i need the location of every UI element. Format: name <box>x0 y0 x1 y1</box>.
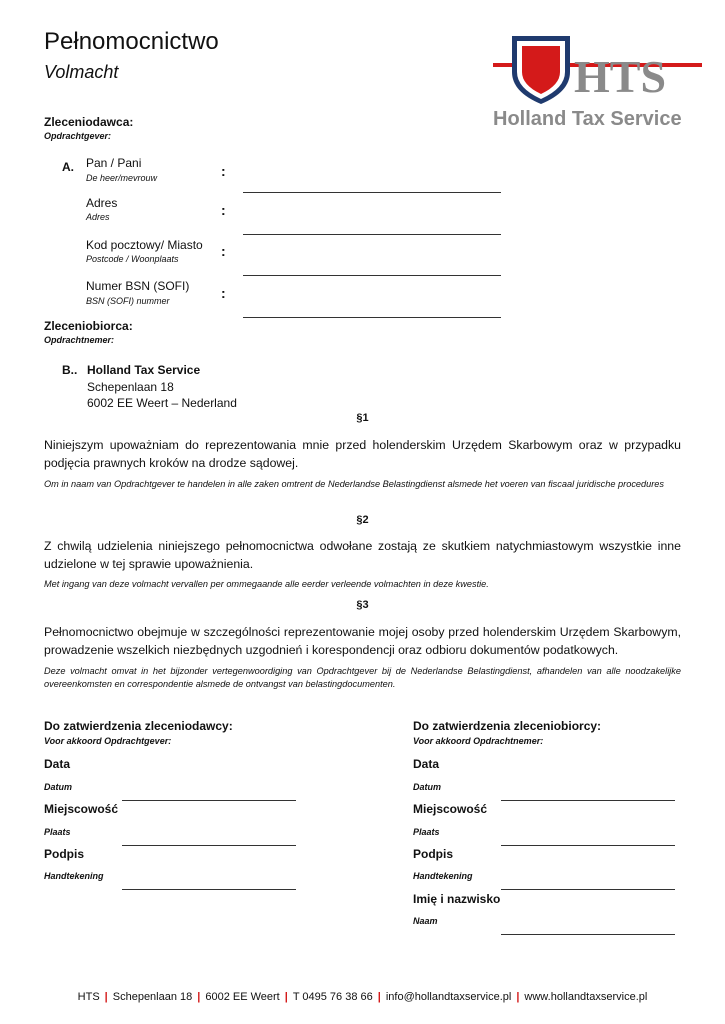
logo-letters: HTS <box>574 51 667 102</box>
left-date-field[interactable] <box>122 800 296 801</box>
signature-field-label: Podpis <box>413 847 454 861</box>
right-date-field[interactable] <box>501 800 675 801</box>
field-colon: : <box>221 285 226 301</box>
footer-separator: | <box>197 991 201 1003</box>
document-subtitle: Volmacht <box>44 62 119 82</box>
section-number: §1 <box>356 412 369 424</box>
signature-field-label: Podpis <box>44 847 85 861</box>
right-signature-field[interactable] <box>501 889 675 890</box>
right-place-field[interactable] <box>501 845 675 846</box>
agent-street: Schepenlaan 18 <box>87 380 174 394</box>
principal-marker: A. <box>62 160 74 174</box>
signature-field-label-nl: Datum <box>413 782 442 792</box>
agent-heading-nl: Opdrachtnemer: <box>44 335 115 345</box>
hts-shield-icon <box>490 30 705 130</box>
field-label-name: Pan / Pani <box>86 156 142 170</box>
field-label-address-nl: Adres <box>86 212 110 222</box>
section-text-nl: Deze volmacht omvat in het bijzonder vertegenwoordiging van Opdrachtgever bij de Nederlandse Belastingdienst, afhandelen van alle noodzakelijke overeenkomsten en correspondentie alsmede de ontvangst van belastingdocumenten. <box>44 666 681 689</box>
signature-field-label: Imię i nazwisko <box>413 892 501 906</box>
signature-field-label: Data <box>413 757 440 771</box>
field-label-postcode: Kod pocztowy/ Miasto <box>86 238 203 252</box>
field-label-postcode-nl: Postcode / Woonplaats <box>86 254 179 264</box>
document-title: Pełnomocnictwo <box>44 28 219 55</box>
section-text-pl: Z chwilą udzielenia niniejszego pełnomocnictwa odwołane zostają ze skutkiem natychmiastowym wszystkie inne udzielone w tej sprawie upoważnienia. <box>44 539 681 571</box>
field-label-bsn: Numer BSN (SOFI) <box>86 279 190 293</box>
field-colon: : <box>221 163 226 179</box>
footer-separator: | <box>284 991 288 1003</box>
right-name-field[interactable] <box>501 934 675 935</box>
section-number: §3 <box>356 599 369 611</box>
agent-name: Holland Tax Service <box>87 363 201 377</box>
postcode-city-field[interactable] <box>243 275 501 276</box>
signature-left-heading-nl: Voor akkoord Opdrachtgever: <box>44 736 172 746</box>
agent-marker: B.. <box>62 363 78 377</box>
footer <box>0 991 725 1003</box>
name-field[interactable] <box>243 192 501 193</box>
agent-city: 6002 EE Weert – Nederland <box>87 396 237 410</box>
signature-field-label: Miejscowość <box>413 802 488 816</box>
signature-field-label-nl: Naam <box>413 916 438 926</box>
agent-heading: Zleceniobiorca: <box>44 319 133 333</box>
logo-tagline: Holland Tax Service <box>493 108 682 130</box>
signature-right-heading: Do zatwierdzenia zleceniobiorcy: <box>413 719 602 733</box>
signature-field-label: Miejscowość <box>44 802 119 816</box>
signature-right-heading-nl: Voor akkoord Opdrachtnemer: <box>413 736 544 746</box>
bsn-field[interactable] <box>243 317 501 318</box>
principal-heading-nl: Opdrachtgever: <box>44 131 112 141</box>
section-text-nl: Met ingang van deze volmacht vervallen per ommegaande alle eerder verleende volmachten in deze kwestie. <box>44 579 489 589</box>
signature-field-label-nl: Plaats <box>413 827 440 837</box>
section-number: §2 <box>356 514 369 526</box>
address-field[interactable] <box>243 234 501 235</box>
footer-separator: | <box>104 991 108 1003</box>
section-text-nl: Om in naam van Opdrachtgever te handelen in alle zaken omtrent de Nederlandse Belastingdienst alsmede het voeren van fiscaal juridische procedures <box>44 479 665 489</box>
field-colon: : <box>221 202 226 218</box>
footer-website-link[interactable]: www.hollandtaxservice.pl <box>524 991 648 1003</box>
footer-separator: | <box>516 991 520 1003</box>
signature-field-label-nl: Handtekening <box>413 871 473 881</box>
signature-field-label-nl: Plaats <box>44 827 71 837</box>
field-colon: : <box>221 243 226 259</box>
section-text-pl: Pełnomocnictwo obejmuje w szczególności reprezentowanie mojej osoby przed holenderskim Urzędem Skarbowym, prowadzenie wszelkich niezbędnych uzgodnień i korespondencji oraz odbioru dokumentów podatkowych. <box>44 625 681 657</box>
footer-phone: T 0495 76 38 66 <box>292 991 373 1003</box>
footer-separator: | <box>377 991 381 1003</box>
left-signature-field[interactable] <box>122 889 296 890</box>
field-label-address: Adres <box>86 196 118 210</box>
signature-field-label-nl: Handtekening <box>44 871 104 881</box>
signature-field-label: Data <box>44 757 71 771</box>
section-text-pl: Niniejszym upoważniam do reprezentowania mnie przed holenderskim Urzędem Skarbowym oraz w przypadku podjęcia prawnych kroków na drodze sądowej. <box>44 438 681 470</box>
left-place-field[interactable] <box>122 845 296 846</box>
footer-city: 6002 EE Weert <box>205 991 280 1003</box>
signature-field-label-nl: Datum <box>44 782 73 792</box>
footer-email-link[interactable]: info@hollandtaxservice.pl <box>385 991 512 1003</box>
signature-left-heading: Do zatwierdzenia zleceniodawcy: <box>44 719 233 733</box>
footer-company: HTS <box>77 991 100 1003</box>
footer-street: Schepenlaan 18 <box>112 991 193 1003</box>
field-label-bsn-nl: BSN (SOFI) nummer <box>86 296 170 306</box>
principal-heading: Zleceniodawca: <box>44 115 134 129</box>
hts-logo <box>490 30 705 130</box>
field-label-name-nl: De heer/mevrouw <box>86 173 158 183</box>
